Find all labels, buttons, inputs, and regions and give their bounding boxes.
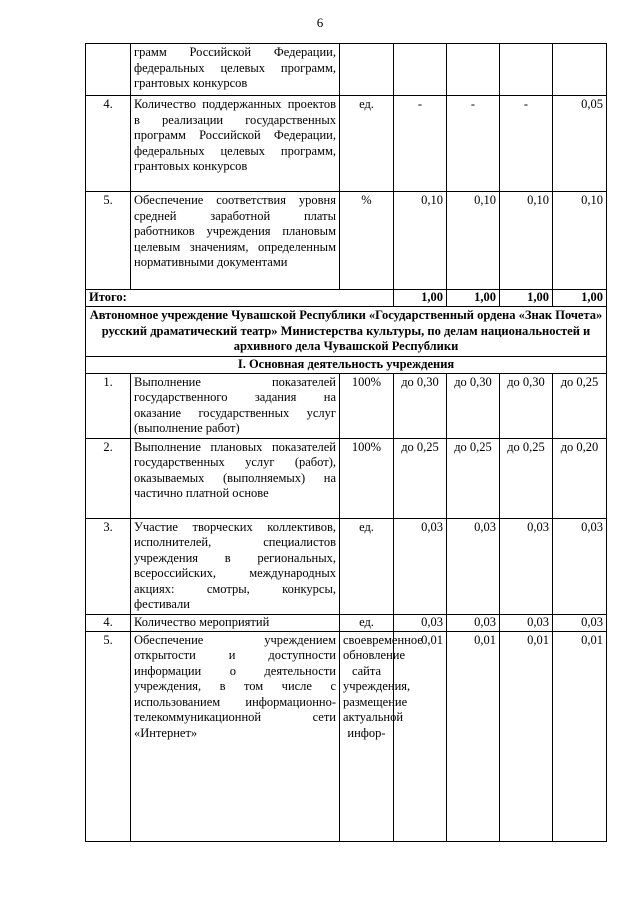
row-number: 1. [86, 373, 131, 438]
total-value: 1,00 [447, 290, 500, 307]
row-value: 0,10 [553, 192, 607, 290]
row-value: 0,10 [500, 192, 553, 290]
row-value: 0,10 [447, 192, 500, 290]
row-value: 0,10 [394, 192, 447, 290]
row-value: 0,03 [500, 518, 553, 614]
row-number: 4. [86, 614, 131, 631]
row-description: Количество поддержанных проектов в реализации государственных программ Российской Федерации, федеральных целевых программ, грантовых конкурсов [131, 96, 340, 192]
row-number: 5. [86, 631, 131, 841]
section-title-row [86, 356, 607, 373]
row-description: Обеспечение соответствия уровня средней заработной платы работников учреждения плановым целевым значениям, определенным нормативными документами [131, 192, 340, 290]
table-row [86, 631, 607, 841]
row-value: 0,03 [447, 614, 500, 631]
row-description: Выполнение показателей государственного задания на оказание государственных услуг (выполнение работ) [131, 373, 340, 438]
total-label: Итого: [86, 290, 394, 307]
row-number: 4. [86, 96, 131, 192]
row-value [394, 44, 447, 96]
row-unit: своевременное обновление сайта учреждения, размещение актуальной инфор- [340, 631, 394, 841]
table-row [86, 518, 607, 614]
row-value: - [500, 96, 553, 192]
page-number: 6 [316, 15, 324, 30]
total-value: 1,00 [394, 290, 447, 307]
row-value: до 0,30 [394, 373, 447, 438]
row-number: 5. [86, 192, 131, 290]
org-title-row [86, 307, 607, 357]
table-row [86, 438, 607, 518]
row-value: до 0,25 [553, 373, 607, 438]
row-unit: 100% [340, 438, 394, 518]
row-value: 0,03 [500, 614, 553, 631]
row-value [553, 44, 607, 96]
row-value [500, 44, 553, 96]
row-unit: ед. [340, 96, 394, 192]
org-title: Автономное учреждение Чувашской Республики «Государственный ордена «Знак Почета» русский драматический театр» Министерства культуры, по делам национальностей и архивного дела Чувашской Республики [86, 307, 607, 357]
total-row [86, 290, 607, 307]
row-value: 0,03 [553, 518, 607, 614]
row-description: Участие творческих коллективов, исполнителей, специалистов учреждения в региональных, всероссийских, международных акциях: смотры, конкурсы, фестивали [131, 518, 340, 614]
row-unit: % [340, 192, 394, 290]
row-value: - [394, 96, 447, 192]
row-value: до 0,25 [447, 438, 500, 518]
row-value: 0,01 [447, 631, 500, 841]
row-number: 2. [86, 438, 131, 518]
row-value: 0,01 [394, 631, 447, 841]
row-unit [340, 44, 394, 96]
row-description: Выполнение плановых показателей государственных услуг (работ), оказываемых (выполняемых) на частично платной основе [131, 438, 340, 518]
row-description: Обеспечение учреждением открытости и доступности информации о деятельности учреждения, в том числе с использованием информационно-телекоммуникационной сети «Интернет» [131, 631, 340, 841]
row-value: 0,03 [394, 614, 447, 631]
row-description: грамм Российской Федерации, федеральных целевых программ, грантовых конкурсов [131, 44, 340, 96]
row-unit: 100% [340, 373, 394, 438]
row-value: - [447, 96, 500, 192]
row-unit: ед. [340, 518, 394, 614]
total-value: 1,00 [500, 290, 553, 307]
row-value: до 0,25 [394, 438, 447, 518]
row-value: 0,05 [553, 96, 607, 192]
table-row [86, 192, 607, 290]
row-value: до 0,30 [500, 373, 553, 438]
row-unit: ед. [340, 614, 394, 631]
row-description: Количество мероприятий [131, 614, 340, 631]
row-value [447, 44, 500, 96]
row-value: 0,01 [553, 631, 607, 841]
table-row [86, 373, 607, 438]
row-value: 0,03 [394, 518, 447, 614]
row-value: 0,03 [553, 614, 607, 631]
row-value: 0,03 [447, 518, 500, 614]
row-number [86, 44, 131, 96]
table-row [86, 614, 607, 631]
row-value: до 0,20 [553, 438, 607, 518]
row-number: 3. [86, 518, 131, 614]
total-value: 1,00 [553, 290, 607, 307]
row-value: 0,01 [500, 631, 553, 841]
row-value: до 0,30 [447, 373, 500, 438]
table-row [86, 96, 607, 192]
row-value: до 0,25 [500, 438, 553, 518]
indicators-table [85, 43, 607, 842]
table-row [86, 44, 607, 96]
section-title: I. Основная деятельность учреждения [86, 356, 607, 373]
